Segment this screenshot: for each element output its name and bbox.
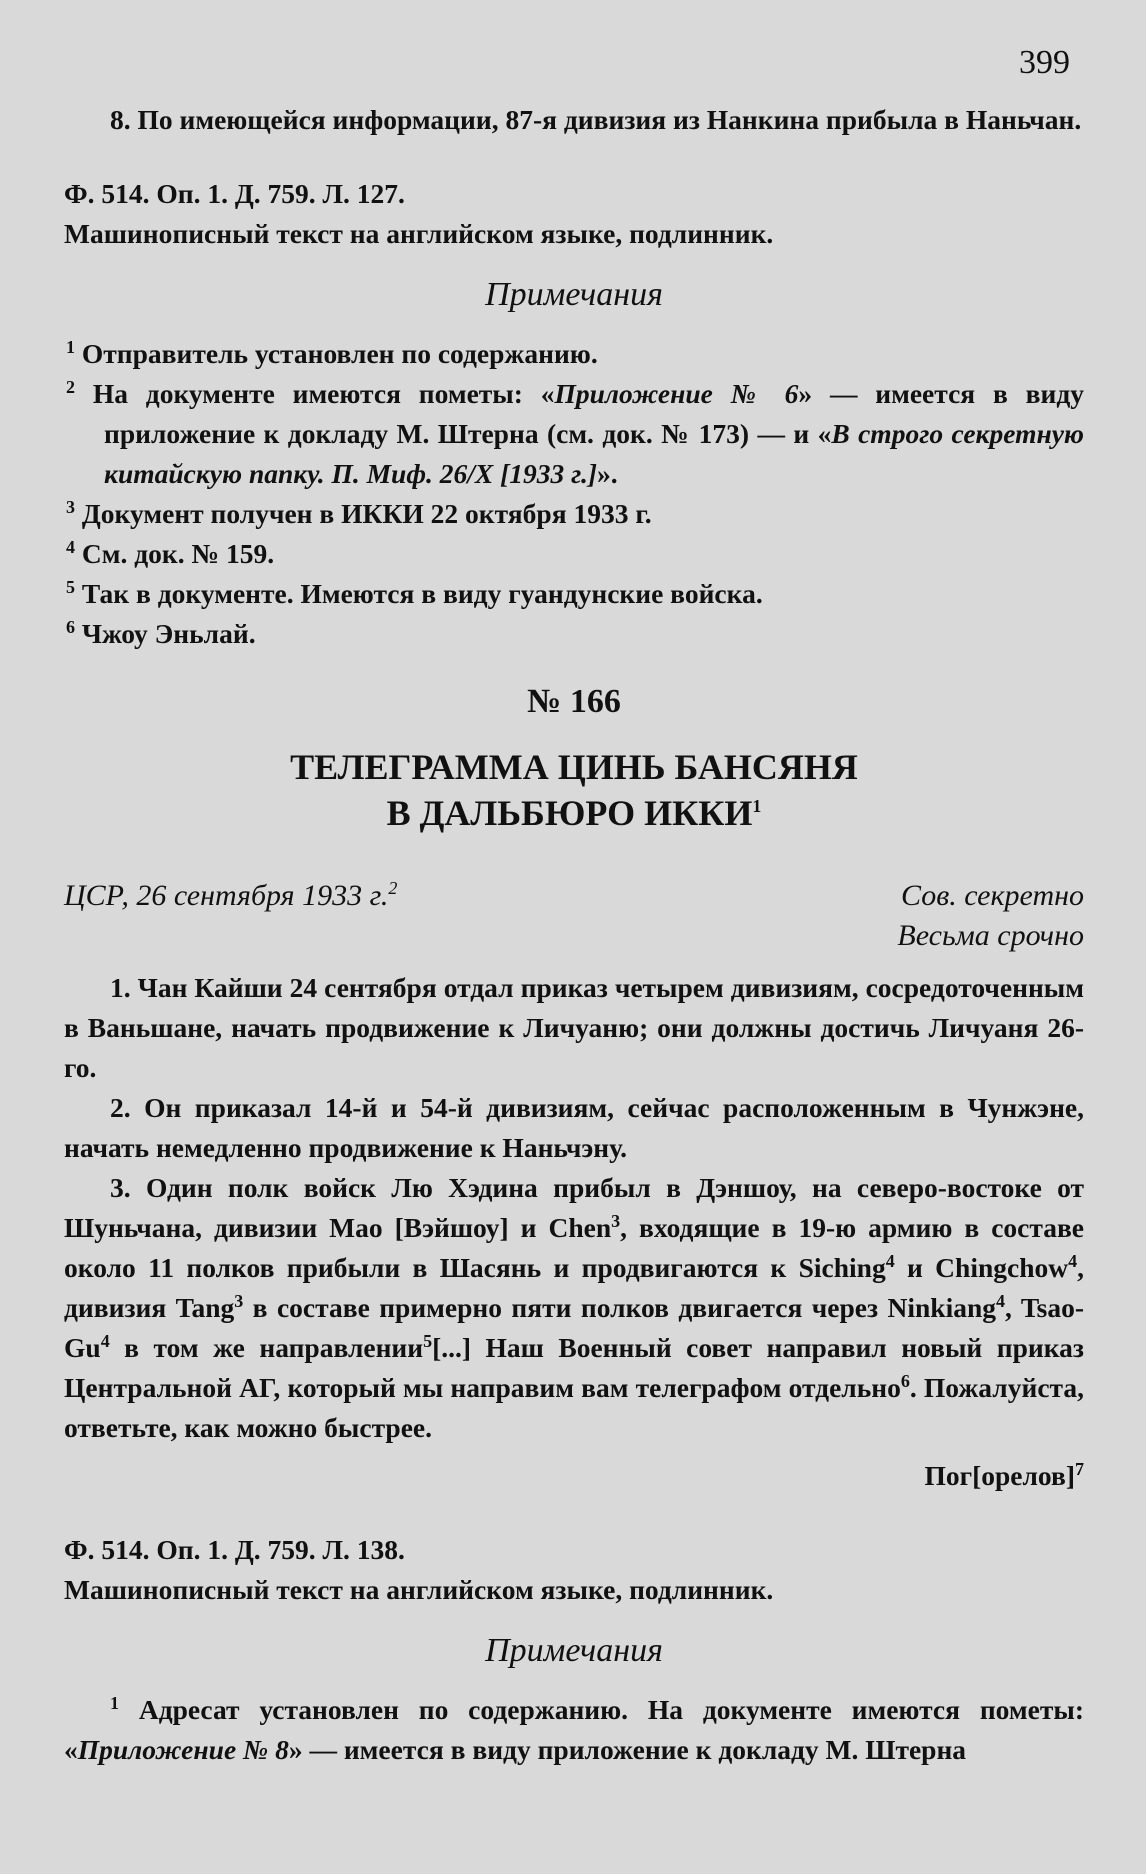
signature: Пог[орелов]$^7$ bbox=[924, 1458, 1084, 1491]
body-paragraph-2: 2. Он приказал 14-й и 54-й дивизиям, сейчас расположенным в Чунжэне, начать немедленно продвижение к Наньчэну. bbox=[64, 1092, 1084, 1163]
body-paragraph-1: 1. Чан Кайши 24 сентября отдал приказ четырем дивизиям, сосредоточенным в Ваньшане, начать продвижение к Личуаню; они должны достичь Личуаня 26-го. bbox=[64, 972, 1084, 1083]
document-title-line-1: ТЕЛЕГРАММА ЦИНЬ БАНСЯНЯ bbox=[290, 747, 858, 787]
classification-urgent: Весьма срочно bbox=[897, 919, 1084, 952]
notes-heading-2: Примечания bbox=[485, 1632, 663, 1669]
place-date: ЦСР, 26 сентября 1933 г.$^2$ bbox=[64, 878, 398, 912]
archive-reference-2: Ф. 514. Оп. 1. Д. 759. Л. 138. bbox=[64, 1534, 405, 1565]
top-paragraph: 8. По имеющейся информации, 87-я дивизия из Нанкина прибыла в Наньчан. bbox=[110, 104, 1082, 135]
document-title bbox=[64, 744, 1084, 836]
archive-reference-1: Ф. 514. Оп. 1. Д. 759. Л. 127. bbox=[64, 178, 405, 209]
document-number: № 166 bbox=[527, 683, 621, 720]
footnote-4: $^4$ См. док. № 159. bbox=[66, 536, 275, 569]
footnote-2-1: $^1$ Адресат установлен по содержанию. На документе имеются пометы: «Приложение № 8» — имеется в виду приложение к докладу М. Штерна bbox=[64, 1692, 1084, 1765]
classification-secret: Сов. секретно bbox=[901, 879, 1084, 912]
footnote-3: $^3$ Документ получен в ИККИ 22 октября 1933 г. bbox=[66, 496, 652, 529]
notes-heading-1: Примечания bbox=[485, 276, 663, 313]
document-title-line-2: В ДАЛЬБЮРО ИККИ$^1$ bbox=[386, 793, 762, 833]
body-paragraph-3: 3. Один полк войск Лю Хэдина прибыл в Дэншоу, на северо-востоке от Шуньчана, дивизии Мао [Вэйшоу] и Chen$^3$, входящие в 19-ю армию в составе около 11 полков прибыли в Шасянь и продвигаются к Siching$^4$ и Chingchow$^4$, дивизия Tang$^3$ в составе примерно пяти полков двигается через Ninkiang$^4$, Tsao-Gu$^4$ в том же направлении$^5$[...] Наш Военный совет направил новый приказ Центральной АГ, который мы направим вам телеграфом отдельно$^6$. Пожалуйста, ответьте, как можно быстрее. bbox=[64, 1172, 1085, 1443]
footnote-6: $^6$ Чжоу Эньлай. bbox=[66, 616, 256, 649]
text-column bbox=[64, 100, 1084, 1770]
footnote-2: $^2$ На документе имеются пометы: «Приложение № 6» — имеется в виду приложение к докладу М. Штерна (см. док. № 173) — и «В строго секретную китайскую папку. П. Миф. 26/X [1933 г.]». bbox=[66, 376, 1085, 489]
footnote-5: $^5$ Так в документе. Имеются в виду гуандунские войска. bbox=[66, 576, 763, 609]
page-number: 399 bbox=[1019, 44, 1070, 81]
footnote-1: $^1$ Отправитель установлен по содержанию. bbox=[66, 336, 598, 369]
document-meta bbox=[64, 876, 1084, 916]
source-note-1: Машинописный текст на английском языке, подлинник. bbox=[64, 218, 774, 249]
source-note-2: Машинописный текст на английском языке, подлинник. bbox=[64, 1574, 774, 1605]
